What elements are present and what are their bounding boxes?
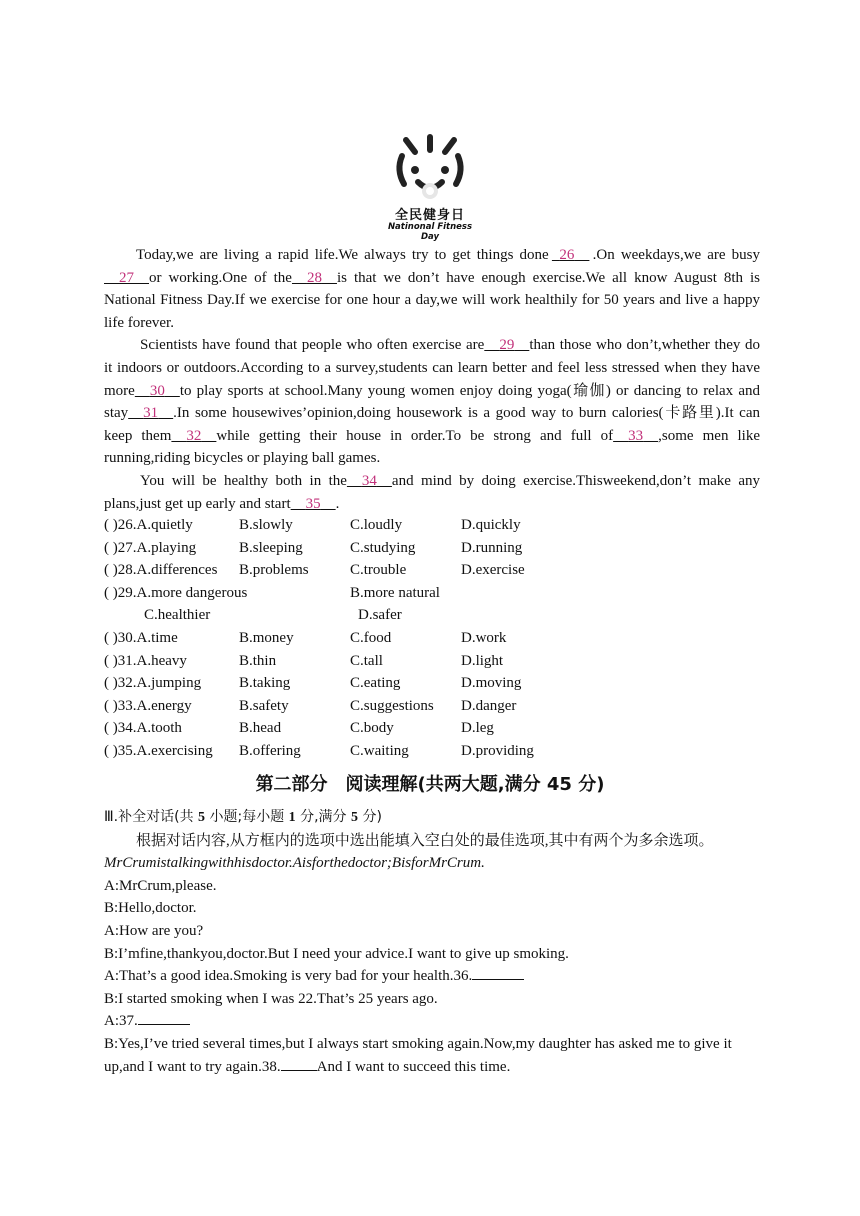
answer-blank-36: [472, 965, 524, 980]
paragraph-1: Today,we are living a rapid life.We always try to get things done 26 .On weekdays,we are busy27 or working.One of the 28 is that we don’t have enough exercise.We all know August 8th is National Fitness Day.If we exercise for one hour a day,we will work healthily for 50 years and live a happy life forever.: [104, 244, 760, 334]
part-two-title: 第二部分 阅读理解(共两大题,满分 45 分): [255, 774, 605, 795]
dialogue-line: B:Hello,doctor.: [104, 900, 197, 917]
fitness-figure-icon: [382, 134, 478, 204]
instruction-text: 根据对话内容,从方框内的选项中选出能填入空白处的最佳选项,其中有两个为多余选项。: [136, 832, 714, 849]
fitness-day-logo: [382, 134, 478, 242]
blank-31: 31: [143, 405, 159, 422]
dialogue-line: A:MrCrum,please.: [104, 877, 217, 894]
dialogue-intro: MrCrumistalkingwithhisdoctor.Aisforthedoctor;BisforMrCrum.: [104, 855, 485, 872]
question-29: ( )29.A.more dangerous B.more natural: [104, 584, 440, 601]
dialogue-line: A:37.: [104, 1010, 760, 1033]
question-32: ( )32.A.jumping B.taking C.eating D.moving: [104, 675, 522, 692]
dialogue-line: A:That’s a good idea.Smoking is very bad for your health.36.: [104, 965, 760, 988]
question-35: ( )35.A.exercising B.offering C.waiting D.providing: [104, 742, 534, 759]
dialogue-line: B:I’mfine,thankyou,doctor.But I need your advice.I want to give up smoking.: [104, 945, 569, 962]
blank-32: 32: [186, 427, 202, 444]
blank-35: 35: [305, 495, 321, 512]
question-27: ( )27.A.playing B.sleeping C.studying D.running: [104, 539, 523, 556]
logo-title-cn: 全民健身日: [394, 208, 465, 223]
dialogue-line: A:How are you?: [104, 922, 204, 939]
question-34: ( )34.A.tooth B.head C.body D.leg: [104, 720, 494, 737]
blank-34: 34: [361, 472, 377, 489]
dialogue-section: [104, 806, 760, 1078]
question-28: ( )28.A.differences B.problems C.trouble D.exercise: [104, 562, 525, 579]
question-31: ( )31.A.heavy B.thin C.tall D.light: [104, 652, 504, 669]
paragraph-2: Scientists have found that people who often exercise are 29 than those who don’t,whether they do it indoors or outdoors.According to a survey,students can learn better and feel less stressed when they have more 30 to play sports at school.Many young women enjoy doing yoga(瑜伽) or dancing to relax and stay 31 .In some housewives’opinion,doing housework is a good way to burn calories(卡路里).It can keep them 32 while getting their house in order.To be strong and full of 33 ,some men like running,riding bicycles or playing ball games.: [104, 334, 760, 470]
answer-options: [104, 514, 760, 763]
blank-26: 26: [559, 247, 575, 263]
question-26: ( )26.A.quietly B.slowly C.loudly D.quickly: [104, 517, 521, 533]
question-29-cont: C.healthier D.safer: [144, 607, 402, 624]
blank-27: 27: [119, 269, 134, 286]
answer-blank-37: [138, 1010, 190, 1025]
blank-30: 30: [149, 382, 165, 399]
section-heading: Ⅲ.补全对话(共 5 小题;每小题 1 分,满分 5 分): [104, 809, 382, 825]
answer-blank-38: [281, 1056, 317, 1071]
blank-33: 33: [628, 427, 644, 444]
cloze-passage: [104, 244, 760, 515]
blank-29: 29: [499, 337, 515, 354]
paragraph-3: You will be healthy both in the 34 and mind by doing exercise.Thisweekend,don’t make any plans,just get up early and start 35 .: [104, 470, 760, 515]
blank-28: 28: [306, 269, 322, 286]
question-30: ( )30.A.time B.money C.food D.work: [104, 629, 507, 646]
logo-title-en: Natinonal Fitness Day: [387, 222, 473, 242]
question-33: ( )33.A.energy B.safety C.suggestions D.danger: [104, 697, 517, 714]
dialogue-line: B:Yes,I’ve tried several times,but I always start smoking again.Now,my daughter has asked me to give it up,and I want to try again.38. And I want to succeed this time.: [104, 1035, 732, 1075]
dialogue-line: B:I started smoking when I was 22.That’s 25 years ago.: [104, 990, 438, 1007]
